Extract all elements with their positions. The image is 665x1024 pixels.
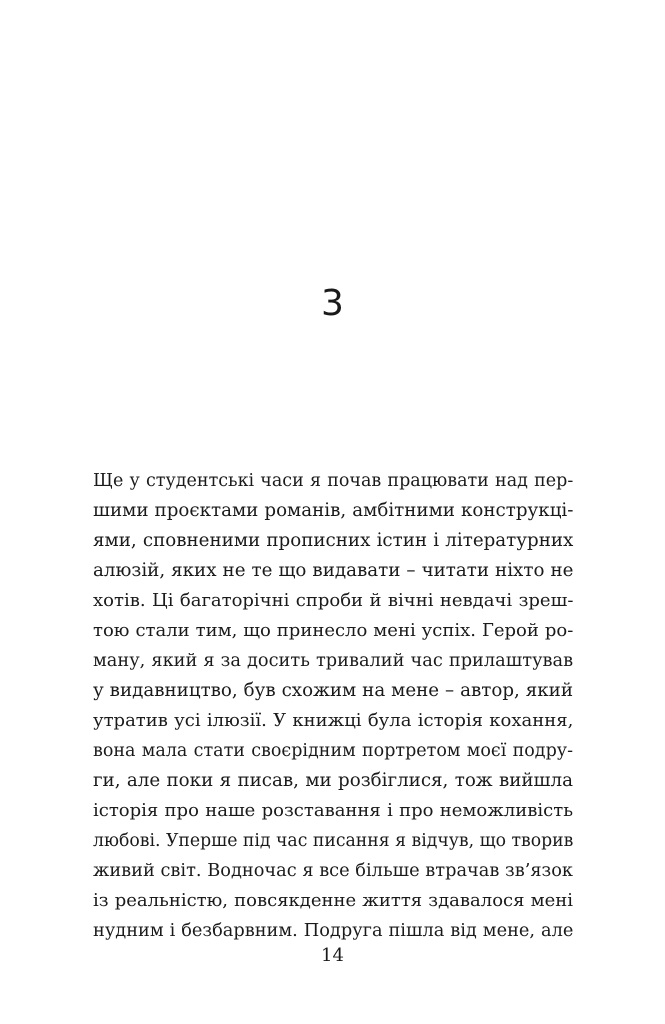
text-line: алюзій, яких не те що видавати – читати ніхто не (93, 560, 574, 581)
text-line: тою стали тим, що принесло мені успіх. Герой ро- (93, 620, 574, 641)
text-line: утратив усі ілюзії. У книжці була історія кохання, (93, 710, 574, 731)
text-line: любові. Уперше під час писання я відчув, що творив (93, 831, 574, 851)
text-line: Ще у студентські часи я почав працювати над пер- (93, 471, 574, 491)
text-line: ями, сповненими прописних істин і літературних (93, 530, 574, 551)
text-line: ману, який я за досить тривалий час прилаштував (93, 651, 574, 671)
text-line: живий світ. Водночас я все більше втрачав зв’язок (93, 861, 573, 881)
text-line: вона мала стати своєрідним портретом моєї подру- (93, 741, 573, 761)
page-number: 14 (321, 945, 344, 966)
text-line: у видавництво, був схожим на мене – автор, який (93, 680, 573, 701)
text-line: із реальністю, повсякденне життя здавалося мені (93, 890, 573, 911)
text-line: нудним і безбарвним. Подруга пішла від мене, але (93, 921, 574, 941)
text-line: ги, але поки я писав, ми розбіглися, тож вийшла (93, 770, 573, 791)
chapter-body-text (93, 466, 573, 946)
text-line: хотів. Ці багаторічні спроби й вічні невдачі зреш- (93, 590, 574, 611)
text-line: історія про наше розставання і про неможливість (93, 800, 573, 821)
chapter-number: 3 (321, 283, 344, 324)
text-line: шими проєктами романів, амбітними конструкці- (93, 500, 574, 521)
